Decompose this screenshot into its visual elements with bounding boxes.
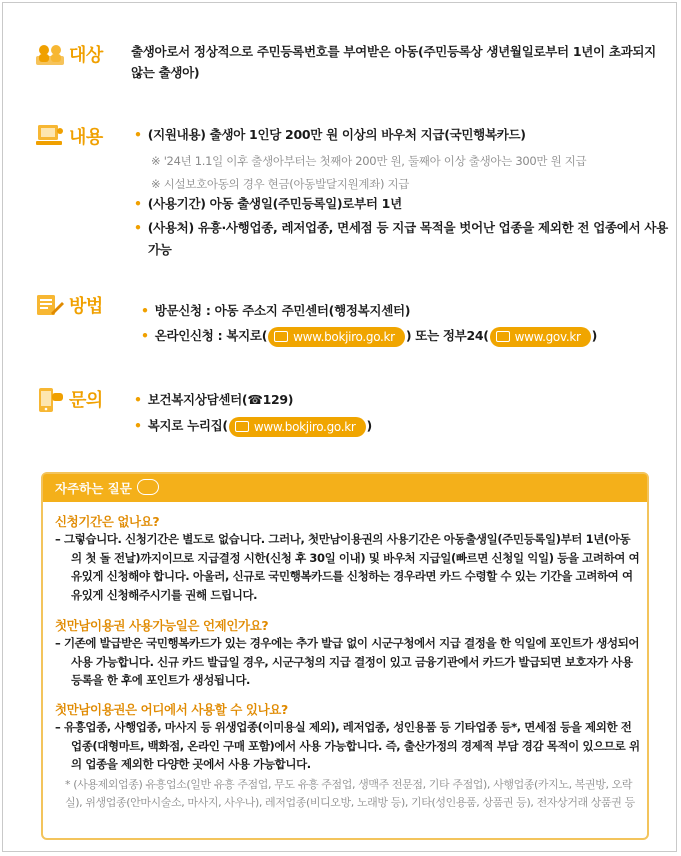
content-note-2: ※ 시설보호아동의 경우 현금(아동발달지원계좌) 지급	[151, 177, 410, 191]
contact-bullet-center: • 보건복지상담센터(☎129)	[134, 392, 294, 407]
method-bullet-online: • 온라인신청 : 복지로( www.bokjiro.go.kr ) 또는 정부24( www.gov.kr )	[141, 326, 597, 347]
section-content-title: 내용	[69, 127, 103, 148]
section-contact-title: 문의	[69, 390, 103, 411]
phone-icon	[35, 387, 65, 411]
faq-footnote: * (사용제외업종) 유흥업소(일반 유흥 주점업, 무도 유흥 주점업, 생맥주 전문점, 기타 주점업), 사행업종(카지노, 복권방, 오락실), 위생업종(안마시술소, 마사지, 사우나), 레저업종(비디오방, 노래방 등), 기타(성인용품, 상품권 등), 전자상거래 상품권 등	[65, 778, 635, 809]
target-description: 출생아로서 정상적으로 주민등록번호를 부여받은 아동(주민등록상 생년월일로부터 1년이 초과되지 않는 출생아)	[131, 44, 656, 80]
chat-bubble-icon	[137, 479, 159, 495]
document-pen-icon	[35, 293, 65, 317]
faq-answer-2: – 기존에 발급받은 국민행복카드가 있는 경우에는 추가 발급 없이 시군구청에서 지급 결정을 한 익일에 포인트가 생성되어 사용 가능합니다. 신규 카드 발급일 경우, 시군구청의 지급 결정이 있고 금융기관에서 카드가 발급되면 보호자가 사용등록을 한 후에 포인트가 생성됩니다.	[55, 636, 640, 688]
content-bullet-2: • (사용기간) 아동 출생일(주민등록일)로부터 1년	[134, 196, 402, 211]
faq-answer-1: – 그렇습니다. 신청기간은 별도로 없습니다. 그러나, 첫만남이용권의 사용기간은 아동출생일(주민등록일)부터 1년(아동의 첫 돌 전날)까지이므로 지급결정 시한(신청 후 30일 이내) 및 바우처 지급일(빠르면 신청일 익일) 등을 고려하여 여유있게 신청해야 합니다. 아울러, 신규로 국민행복카드를 신청하는 경우라면 카드 수령할 수 있는 기간을 고려하여 여유있게 신청해주시기를 권해 드립니다.	[55, 532, 640, 603]
monitor-icon	[35, 124, 65, 148]
faq-header	[43, 474, 647, 502]
contact-bullet-site: • 복지로 누리집( www.bokjiro.go.kr )	[134, 416, 372, 437]
section-target-header	[35, 41, 103, 67]
faq-header-label: 자주하는 질문	[55, 481, 132, 496]
section-method-header	[35, 292, 103, 318]
faq-answer-3: – 유흥업종, 사행업종, 마사지 등 위생업종(이미용실 제외), 레저업종, 성인용품 등 기타업종 등*, 면세점 등을 제외한 전 업종(대형마트, 백화점, 온라인 구매 포함)에서 사용 가능합니다. 즉, 출산가정의 경제적 부담 경감 목적이 있으므로 위의 업종을 제외한 다양한 곳에서 사용 가능합니다.	[55, 720, 640, 772]
monitor-icon	[274, 331, 288, 342]
page-frame	[2, 2, 677, 852]
section-contact-header	[35, 386, 103, 412]
section-content-header	[35, 123, 103, 149]
bokjiro-homepage-link[interactable]: www.bokjiro.go.kr	[229, 417, 366, 437]
monitor-icon	[496, 331, 510, 342]
bokjiro-link[interactable]: www.bokjiro.go.kr	[268, 327, 405, 347]
content-bullet-3: • (사용처) 유흥·사행업종, 레저업종, 면세점 등 지급 목적을 벗어난 업종을 제외한 전 업종에서 사용 가능	[134, 220, 668, 257]
content-bullet-1: • (지원내용) 출생아 1인당 200만 원 이상의 바우처 지급(국민행복카드)	[134, 127, 526, 142]
section-target-title: 대상	[69, 45, 103, 66]
section-method-title: 방법	[69, 296, 103, 317]
faq-question-3: 첫만남이용권은 어디에서 사용할 수 있나요?	[55, 702, 288, 717]
gov24-link[interactable]: www.gov.kr	[490, 327, 591, 347]
faq-box	[41, 472, 649, 840]
people-icon	[35, 42, 65, 66]
faq-question-1: 신청기간은 없나요?	[55, 514, 160, 529]
method-bullet-visit: • 방문신청 : 아동 주소지 주민센터(행정복지센터)	[141, 303, 411, 318]
monitor-icon	[235, 421, 249, 432]
content-note-1: ※ '24년 1.1일 이후 출생아부터는 첫째아 200만 원, 둘째아 이상 출생아는 300만 원 지급	[151, 154, 587, 168]
faq-question-2: 첫만남이용권 사용가능일은 언제인가요?	[55, 618, 269, 633]
